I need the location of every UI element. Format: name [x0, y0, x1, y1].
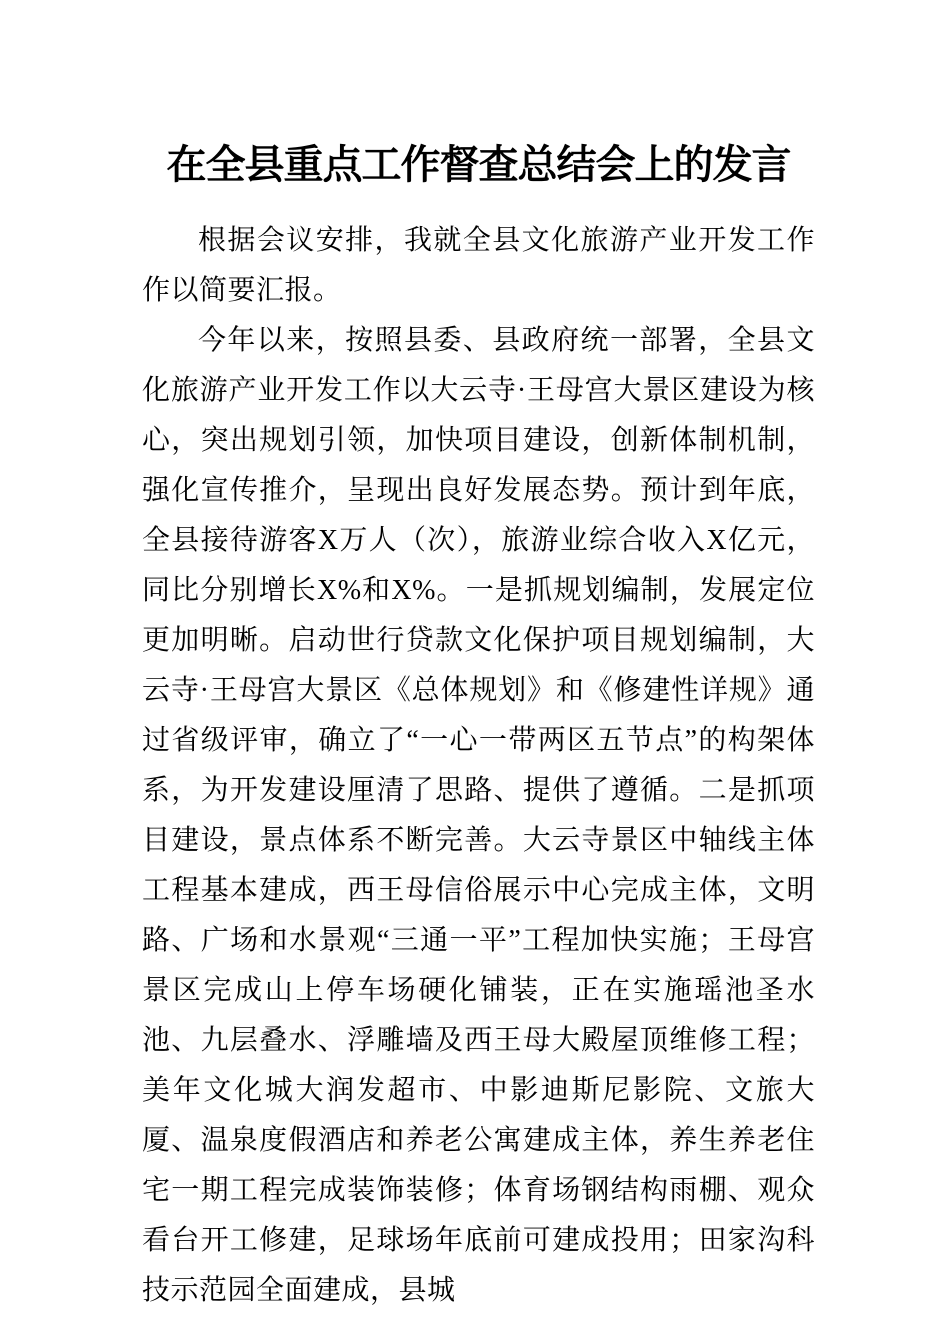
document-body: [142, 216, 815, 1316]
document-title: 在全县重点工作督查总结会上的发言: [166, 143, 791, 187]
paragraph: 根据会议安排，我就全县文化旅游产业开发工作作以简要汇报。: [142, 225, 815, 306]
paragraph: 今年以来，按照县委、县政府统一部署，全县文化旅游产业开发工作以大云寺·王母宫大景区建设为核心，突出规划引领，加快项目建设，创新体制机制，强化宣传推介，呈现出良好发展态势。预计到年底，全县接待游客X万人（次），旅游业综合收入X亿元，同比分别增长X%和X%。一是抓规划编制，发展定位更加明晰。启动世行贷款文化保护项目规划编制，大云寺·王母宫大景区《总体规划》和《修建性详规》通过省级评审，确立了“一心一带两区五节点”的构架体系，为开发建设厘清了思路、提供了遵循。二是抓项目建设，景点体系不断完善。大云寺景区中轴线主体工程基本建成，西王母信俗展示中心完成主体，文明路、广场和水景观“三通一平”工程加快实施；王母宫景区完成山上停车场硬化铺装，正在实施瑶池圣水池、九层叠水、浮雕墙及西王母大殿屋顶维修工程；美年文化城大润发超市、中影迪斯尼影院、文旅大厦、温泉度假酒店和养老公寓建成主体，养生养老住宅一期工程完成装饰装修；体育场钢结构雨棚、观众看台开工修建，足球场年底前可建成投用；田家沟科技示范园全面建成，县城: [142, 325, 815, 1306]
